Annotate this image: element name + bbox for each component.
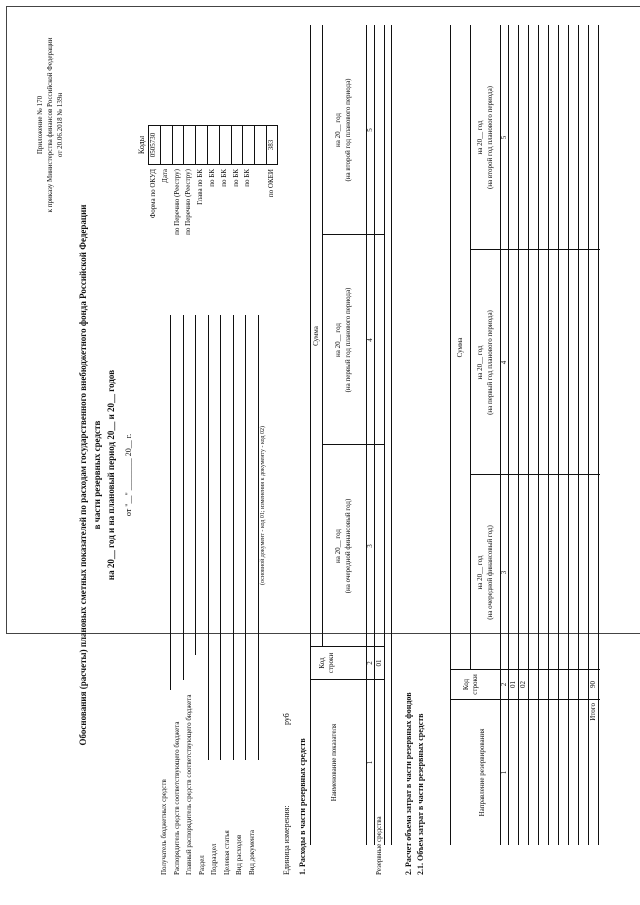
- codes-row-rule: [231, 125, 232, 165]
- section2-title: 2. Расчет объема затрат в части резервных фондов: [404, 692, 413, 875]
- unit-label: Единица измерения:: [282, 805, 291, 875]
- codes-row-label: Форма по ОКУД: [149, 169, 157, 219]
- s2-row-code-1: 01: [509, 681, 517, 688]
- s2-year1-note: (на очередной финансовый год): [486, 525, 494, 620]
- codes-row-label: по ОКЕИ: [267, 169, 275, 198]
- s1-rule-bottom: [384, 25, 385, 845]
- s2-row-code-2: 02: [519, 681, 527, 688]
- field-label: Вид документа: [247, 829, 256, 875]
- field-underline: [245, 315, 246, 760]
- s2-col-code: Код строки: [462, 674, 479, 695]
- codes-row-label: Глава по БК: [196, 169, 205, 205]
- s1-year3-note: (на второй год планового периода): [344, 78, 352, 182]
- appendix-line-2: к приказу Министерства финансов Российской Федерации: [46, 37, 54, 213]
- section2-subtitle: 2.1. Объем затрат в части резервных средств: [416, 713, 425, 875]
- s2-total-code: 90: [589, 681, 597, 688]
- s2-rule-r6: [558, 25, 559, 845]
- codes-row-rule: [242, 125, 243, 165]
- codes-row-rule: [183, 125, 184, 165]
- codes-box: [148, 125, 278, 165]
- field-underline: [258, 315, 259, 760]
- codes-row-label: по БК: [219, 169, 228, 187]
- field-underline: [208, 315, 209, 760]
- s1-row-name: Резервные средства: [375, 816, 383, 875]
- field-label: Вид расходов: [235, 834, 243, 875]
- appendix-line-3: от 20.06.2018 № 139н: [56, 92, 64, 158]
- codes-row-label: по Перечню (Реестру): [172, 169, 181, 235]
- s1-year1-note: (на очередной финансовый год): [344, 498, 352, 594]
- s2-rule-r8: [578, 25, 579, 845]
- s1-num-1: 1: [366, 760, 374, 765]
- s1-num-5: 5: [366, 128, 374, 132]
- field-label: Раздел: [197, 855, 206, 875]
- s1-rule-double: [391, 25, 392, 845]
- s2-rule-r7: [568, 25, 569, 845]
- codes-row-label: по Перечню (Реестру): [184, 169, 193, 235]
- codes-row-rule: [254, 125, 255, 165]
- s2-num-3: 3: [500, 570, 508, 575]
- s2-year1: на 20__ год: [476, 555, 484, 590]
- codes-row-rule: [195, 125, 196, 165]
- s2-rule-bottom: [598, 25, 599, 845]
- codes-row-rule: [172, 125, 173, 165]
- s2-col-name: Направление резервирования: [478, 728, 486, 817]
- s2-rule-r4: [538, 25, 539, 845]
- s2-year2-note: (на первый год планового периода): [486, 310, 494, 415]
- unit-value: руб: [282, 713, 291, 725]
- s2-rule-r3: [528, 25, 529, 845]
- s1-row-code: 01: [375, 659, 383, 667]
- s1-num-4: 4: [366, 338, 374, 342]
- s2-num-1: 1: [500, 770, 508, 775]
- s1-col-code: Код строки: [318, 652, 335, 674]
- codes-row-label: по БК: [243, 169, 252, 187]
- s2-rule-top: [450, 25, 451, 845]
- s1-num-3: 3: [366, 544, 374, 548]
- s2-year3: на 20__ год: [476, 120, 484, 155]
- codes-row-label: по БК: [208, 169, 216, 187]
- s1-rule-sum: [322, 25, 323, 647]
- field-underline: [170, 315, 171, 690]
- s2-year3-note: (на второй год планового периода): [486, 85, 494, 190]
- field-label: Главный распорядитель средств соответствующего бюджета: [185, 694, 193, 875]
- field-label: Получатель бюджетных средств: [160, 779, 168, 875]
- appendix-line-1: Приложение № 170: [36, 95, 44, 155]
- s1-year2: на 20__ год: [334, 323, 342, 357]
- field-underline: [220, 315, 221, 760]
- field-underline: [233, 315, 234, 760]
- codes-row-label: Дата: [160, 169, 169, 183]
- form-subtitle: в части резервных средств: [92, 420, 102, 530]
- s2-col-sum: Сумма: [456, 337, 464, 358]
- codes-row-value: 0505730: [149, 132, 157, 158]
- codes-row-rule: [219, 125, 220, 165]
- codes-row-label: по БК: [231, 169, 240, 187]
- s2-rule-r2: [518, 25, 519, 845]
- s2-num-4: 4: [500, 360, 508, 365]
- section1-title: 1. Расходы в части резервных средств: [298, 738, 307, 875]
- field-label: Подраздел: [210, 843, 218, 875]
- s2-rule-r5: [548, 25, 549, 845]
- s1-num-2: 2: [366, 661, 374, 665]
- form-period: на 20__ год и на плановый период 20__ и 20__ годов: [106, 369, 116, 581]
- s1-rule-top: [310, 25, 311, 845]
- s1-col-sum: Сумма: [312, 326, 320, 346]
- codes-row-rule: [207, 125, 208, 165]
- s2-num-2: 2: [500, 682, 508, 687]
- s1-year1: на 20__ год: [334, 529, 342, 563]
- form-title: Обоснования (расчеты) плановых сметных показателей по расходам государственного внебюджетного фонда Российской Федерации: [78, 204, 88, 746]
- s1-year2-note: (на первый год планового периода): [344, 287, 352, 393]
- codes-header: Коды: [137, 135, 146, 155]
- codes-row-value: 383: [267, 139, 275, 151]
- field-label: Распорядитель средств соответствующего бюджета: [172, 721, 181, 875]
- s1-col-name: Наименование показателя: [330, 723, 338, 802]
- codes-row-rule: [160, 125, 161, 165]
- s2-num-5: 5: [500, 135, 508, 140]
- s2-total-label: Итого: [589, 703, 597, 721]
- doc-type-note: (основной документ - код 01; изменения к документу - код 02): [260, 426, 266, 585]
- field-label: Целевая статья: [222, 830, 231, 875]
- field-underline: [195, 315, 196, 655]
- s2-year2: на 20__ год: [476, 345, 484, 380]
- s2-rule-sum: [470, 25, 471, 670]
- form-date: от "__" ________ 20__ г.: [124, 433, 133, 517]
- s1-year3: на 20__ год: [334, 113, 342, 147]
- field-underline: [183, 315, 184, 680]
